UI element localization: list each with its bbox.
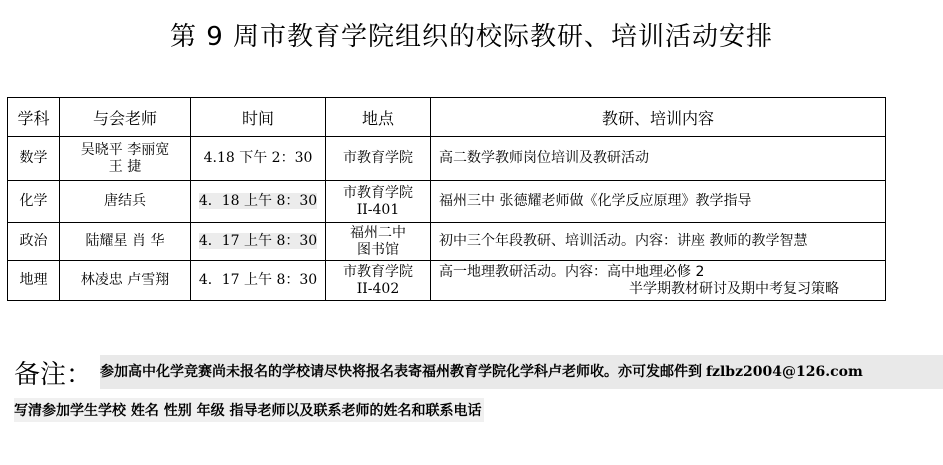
table-row [8,261,886,301]
cell-location [326,137,431,181]
cell-content [431,223,886,261]
table-row [8,223,886,261]
header-time: 时间 [191,98,326,137]
note-text [100,355,943,389]
teacher-names: 林凌忠 卢雪翔 [80,272,170,288]
location-text: 福州二中 [350,224,406,241]
teacher-names: 王 捷 [108,158,142,175]
note-label: 备注： [14,360,93,390]
note-text-line2: 写清参加学生学校 姓名 性别 年级 指导老师以及联系老师的姓名和联系电话 [14,398,484,422]
content-text: 初中三个年段教研、培训活动。内容：讲座 教师的教学智慧 [439,233,808,249]
note-email: fzlbz2004@126.com [706,364,863,380]
cell-teachers [60,223,191,261]
cell-subject: 政治 [8,223,60,261]
cell-teachers [60,181,191,223]
cell-time [191,261,326,301]
cell-content [431,137,886,181]
cell-location [326,223,431,261]
cell-content [431,261,886,301]
time-text: 4．17 上午 8：30 [198,272,318,288]
cell-time [191,181,326,223]
time-text: 4.18 下午 2：30 [203,150,313,166]
content-text: 高二数学教师岗位培训及教研活动 [439,150,649,166]
table-row [8,181,886,223]
content-text: 福州三中 张德耀老师做《化学反应原理》教学指导 [439,193,752,209]
location-text: 市教育学院 [343,263,413,280]
note-message: 参加高中化学竞赛尚未报名的学校请尽快将报名表寄福州教育学院化学科卢老师收。亦可发邮件到 [100,364,702,380]
cell-subject: 化学 [8,181,60,223]
location-room: II-402 [356,280,400,297]
cell-teachers [60,137,191,181]
teacher-names: 吴晓平 李丽宽 [80,141,170,158]
cell-teachers [60,261,191,301]
schedule-table [7,97,886,301]
teacher-names: 唐结兵 [104,193,146,209]
page-title: 第 9 周市教育学院组织的校际教研、培训活动安排 [169,22,774,52]
header-location: 地点 [326,98,431,137]
cell-subject: 数学 [8,137,60,181]
cell-content [431,181,886,223]
teacher-names: 陆耀星 肖 华 [85,233,165,249]
table-row [8,137,886,181]
header-subject: 学科 [8,98,60,137]
location-room: 图书馆 [357,241,399,258]
header-teachers: 与会老师 [60,98,191,137]
cell-time [191,137,326,181]
location-room: II-401 [356,201,400,218]
cell-location [326,261,431,301]
cell-subject: 地理 [8,261,60,301]
time-text: 4．17 上午 8：30 [198,233,318,249]
content-text-continued: 半学期教材研讨及期中考复习策略 [629,280,839,297]
content-text: 高一地理教研活动。内容：高中地理必修 2 [439,263,705,280]
header-content: 教研、培训内容 [431,98,886,137]
table-header-row [8,98,886,137]
location-text: 市教育学院 [343,150,413,166]
cell-location [326,181,431,223]
time-text: 4．18 上午 8：30 [198,193,318,209]
cell-time [191,223,326,261]
location-text: 市教育学院 [343,184,413,201]
